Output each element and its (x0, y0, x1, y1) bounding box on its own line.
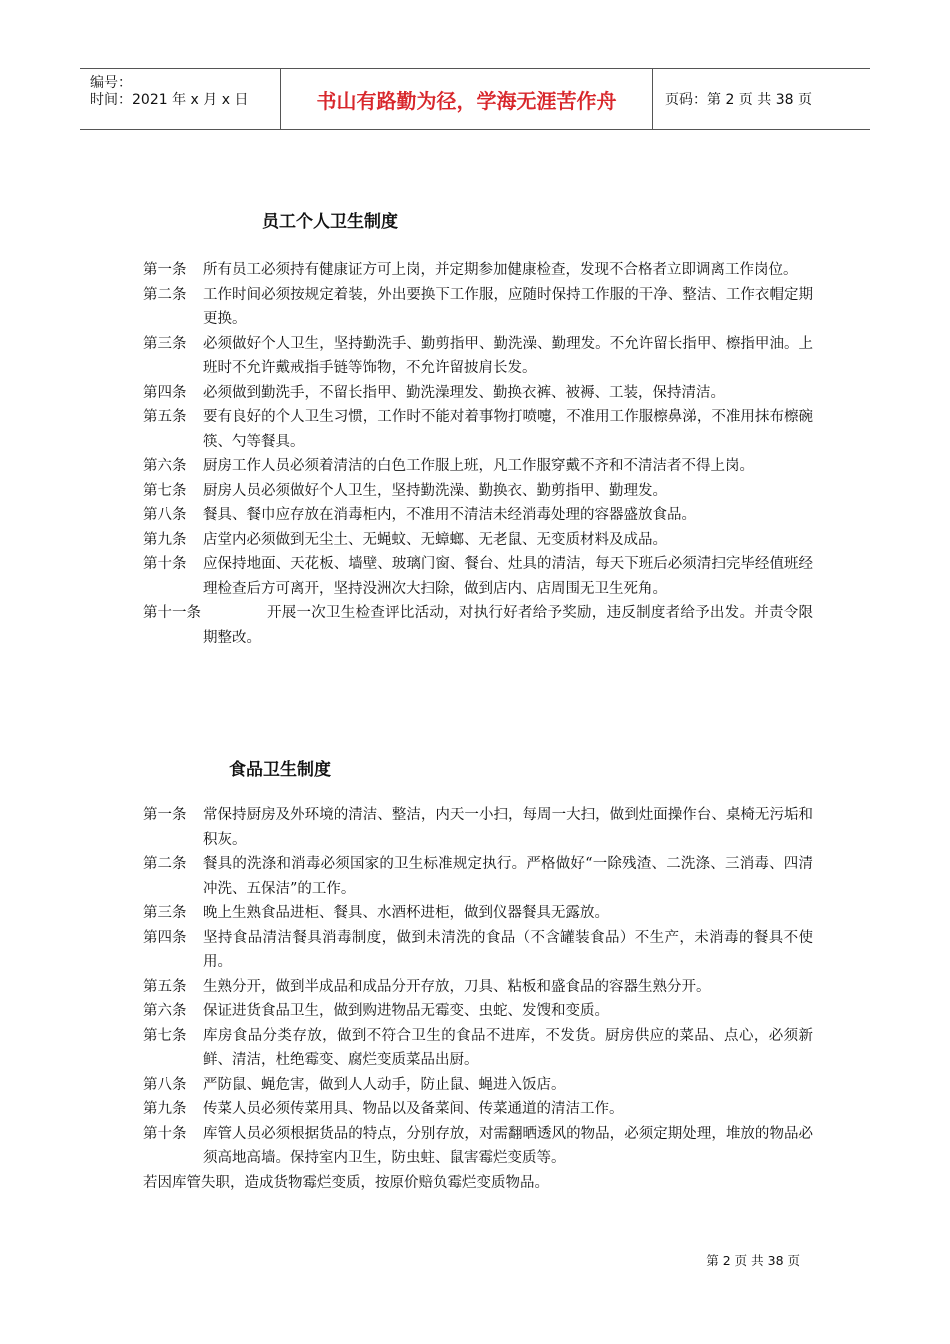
article-text: 传菜人员必须传菜用具、物品以及备菜间、传菜通道的清洁工作。 (203, 1101, 624, 1117)
article-item (143, 381, 813, 406)
article-label: 第二条 (143, 856, 187, 872)
article-text: 店堂内必须做到无尘土、无蝇蚊、无蟑螂、无老鼠、无变质材料及成品。 (203, 531, 667, 548)
article-text: 厨房人员必须做好个人卫生，坚持勤洗澡、勤换衣、勤剪指甲、勤理发。 (203, 482, 667, 499)
article-item (143, 283, 813, 332)
article-label: 第三条 (143, 335, 187, 352)
article-label: 第十条 (143, 556, 187, 572)
article-label: 第十一条 (143, 605, 201, 621)
article-text: 要有良好的个人卫生习惯，工作时不能对着事物打喷嚏，不准用工作服檫鼻涕，不准用抹布檫碗筷、勺等餐具。 (203, 409, 813, 450)
article-label: 第三条 (143, 905, 187, 921)
article-label: 第八条 (143, 507, 187, 523)
article-text: 必须做到勤洗手，不留长指甲、勤洗澡理发、勤换衣裤、被褥、工装，保持清洁。 (203, 384, 725, 401)
section-title-food-hygiene: 食品卫生制度 (229, 760, 331, 780)
header-motto-cell (281, 69, 653, 129)
section-title-staff-hygiene: 员工个人卫生制度 (262, 212, 398, 232)
article-text: 常保持厨房及外环境的清洁、整洁，内天一小扫，每周一大扫，做到灶面操作台、桌椅无污垢和积灰。 (203, 807, 813, 848)
article-text: 坚持食品清洁餐具消毒制度，做到未清洗的食品（不含罐装食品）不生产，未消毒的餐具不使用。 (203, 929, 813, 970)
article-text: 厨房工作人员必须着清洁的白色工作服上班，凡工作服穿戴不齐和不清洁者不得上岗。 (203, 458, 754, 474)
article-label: 第十条 (143, 1125, 187, 1142)
article-label: 第一条 (143, 807, 187, 823)
article-text: 餐具、餐巾应存放在消毒柜内，不准用不清洁未经消毒处理的容器盛放食品。 (203, 507, 696, 523)
article-label: 第四条 (143, 384, 187, 401)
article-text: 严防鼠、蝇危害，做到人人动手，防止鼠、蝇进入饭店。 (203, 1076, 566, 1093)
article-item (143, 552, 813, 601)
article-label: 第一条 (143, 262, 187, 278)
article-label: 第六条 (143, 1003, 187, 1019)
article-item (143, 975, 813, 1000)
page-header (80, 68, 870, 130)
food-hygiene-articles (143, 803, 813, 1195)
article-text: 生熟分开，做到半成品和成品分开存放，刀具、粘板和盛食品的容器生熟分开。 (203, 978, 711, 995)
document-number-label: 编号： (90, 75, 132, 91)
document-date-label: 时间：2021 年 x 月 x 日 (90, 92, 249, 108)
article-item (143, 503, 813, 528)
article-text: 所有员工必须持有健康证方可上岗，并定期参加健康检查，发现不合格者立即调离工作岗位。 (203, 262, 798, 278)
article-item (143, 1122, 813, 1171)
article-label: 第九条 (143, 531, 187, 548)
header-page-number: 页码：第 2 页 共 38 页 (665, 92, 812, 108)
article-item (143, 479, 813, 504)
article-item (143, 1024, 813, 1073)
article-label: 第五条 (143, 409, 187, 425)
article-text: 应保持地面、天花板、墙壁、玻璃门窗、餐台、灶具的清洁，每天下班后必须清扫完毕经值班经理检查后方可离开，坚持没洲次大扫除，做到店内、店周围无卫生死角。 (203, 556, 813, 597)
article-text: 餐具的洗涤和消毒必须国家的卫生标准规定执行。严格做好“一除残渣、二洗涤、三消毒、四清冲洗、五保洁”的工作。 (203, 856, 813, 897)
article-label: 第七条 (143, 1027, 187, 1044)
article-item (143, 803, 813, 852)
article-label: 第四条 (143, 929, 187, 946)
article-text: 晚上生熟食品进柜、餐具、水酒杯进柜，做到仪器餐具无露放。 (203, 905, 609, 921)
article-label: 第二条 (143, 286, 187, 303)
article-text: 保证进货食品卫生，做到购进物品无霉变、虫蛇、发馊和变质。 (203, 1003, 609, 1019)
article-item (143, 1073, 813, 1098)
article-item (143, 852, 813, 901)
article-item (143, 901, 813, 926)
article-item (143, 405, 813, 454)
article-item (143, 258, 813, 283)
page-footer-number: 第 2 页 共 38 页 (706, 1253, 800, 1268)
article-label: 第八条 (143, 1076, 187, 1093)
article-item (143, 332, 813, 381)
article-label: 第七条 (143, 482, 187, 499)
staff-hygiene-articles (143, 258, 813, 650)
article-item (143, 601, 813, 650)
article-text: 库管人员必须根据货品的特点，分别存放，对需翻晒透风的物品，必须定期处理，堆放的物品必须高地高墙。保持室内卫生，防虫蛀、鼠害霉烂变质等。 (203, 1125, 813, 1166)
article-item (143, 528, 813, 553)
article-label: 第五条 (143, 978, 187, 995)
article-label: 第九条 (143, 1101, 187, 1117)
article-text: 开展一次卫生检查评比活动，对执行好者给予奖励，违反制度者给予出发。并责令限期整改。 (203, 605, 813, 646)
article-text: 必须做好个人卫生，坚持勤洗手、勤剪指甲、勤洗澡、勤理发。不允许留长指甲、檫指甲油。上班时不允许戴戒指手链等饰物，不允许留披肩长发。 (203, 335, 813, 376)
closing-paragraph: 若因库管失职，造成货物霉烂变质，按原价赔负霉烂变质物品。 (143, 1174, 549, 1191)
article-text: 库房食品分类存放，做到不符合卫生的食品不进库，不发货。厨房供应的菜品、点心，必须新鲜、清洁，杜绝霉变、腐烂变质菜品出厨。 (203, 1027, 813, 1068)
article-text: 工作时间必须按规定着装，外出要换下工作服，应随时保持工作服的干净、整洁、工作衣帽定期更换。 (203, 286, 813, 327)
header-page-cell (653, 69, 870, 129)
header-meta-cell (80, 69, 281, 129)
article-item (143, 454, 813, 479)
article-item (143, 926, 813, 975)
header-motto: 书山有路勤为径，学海无涯苦作舟 (316, 88, 617, 113)
article-item (143, 999, 813, 1024)
article-item (143, 1097, 813, 1122)
article-label: 第六条 (143, 458, 187, 474)
